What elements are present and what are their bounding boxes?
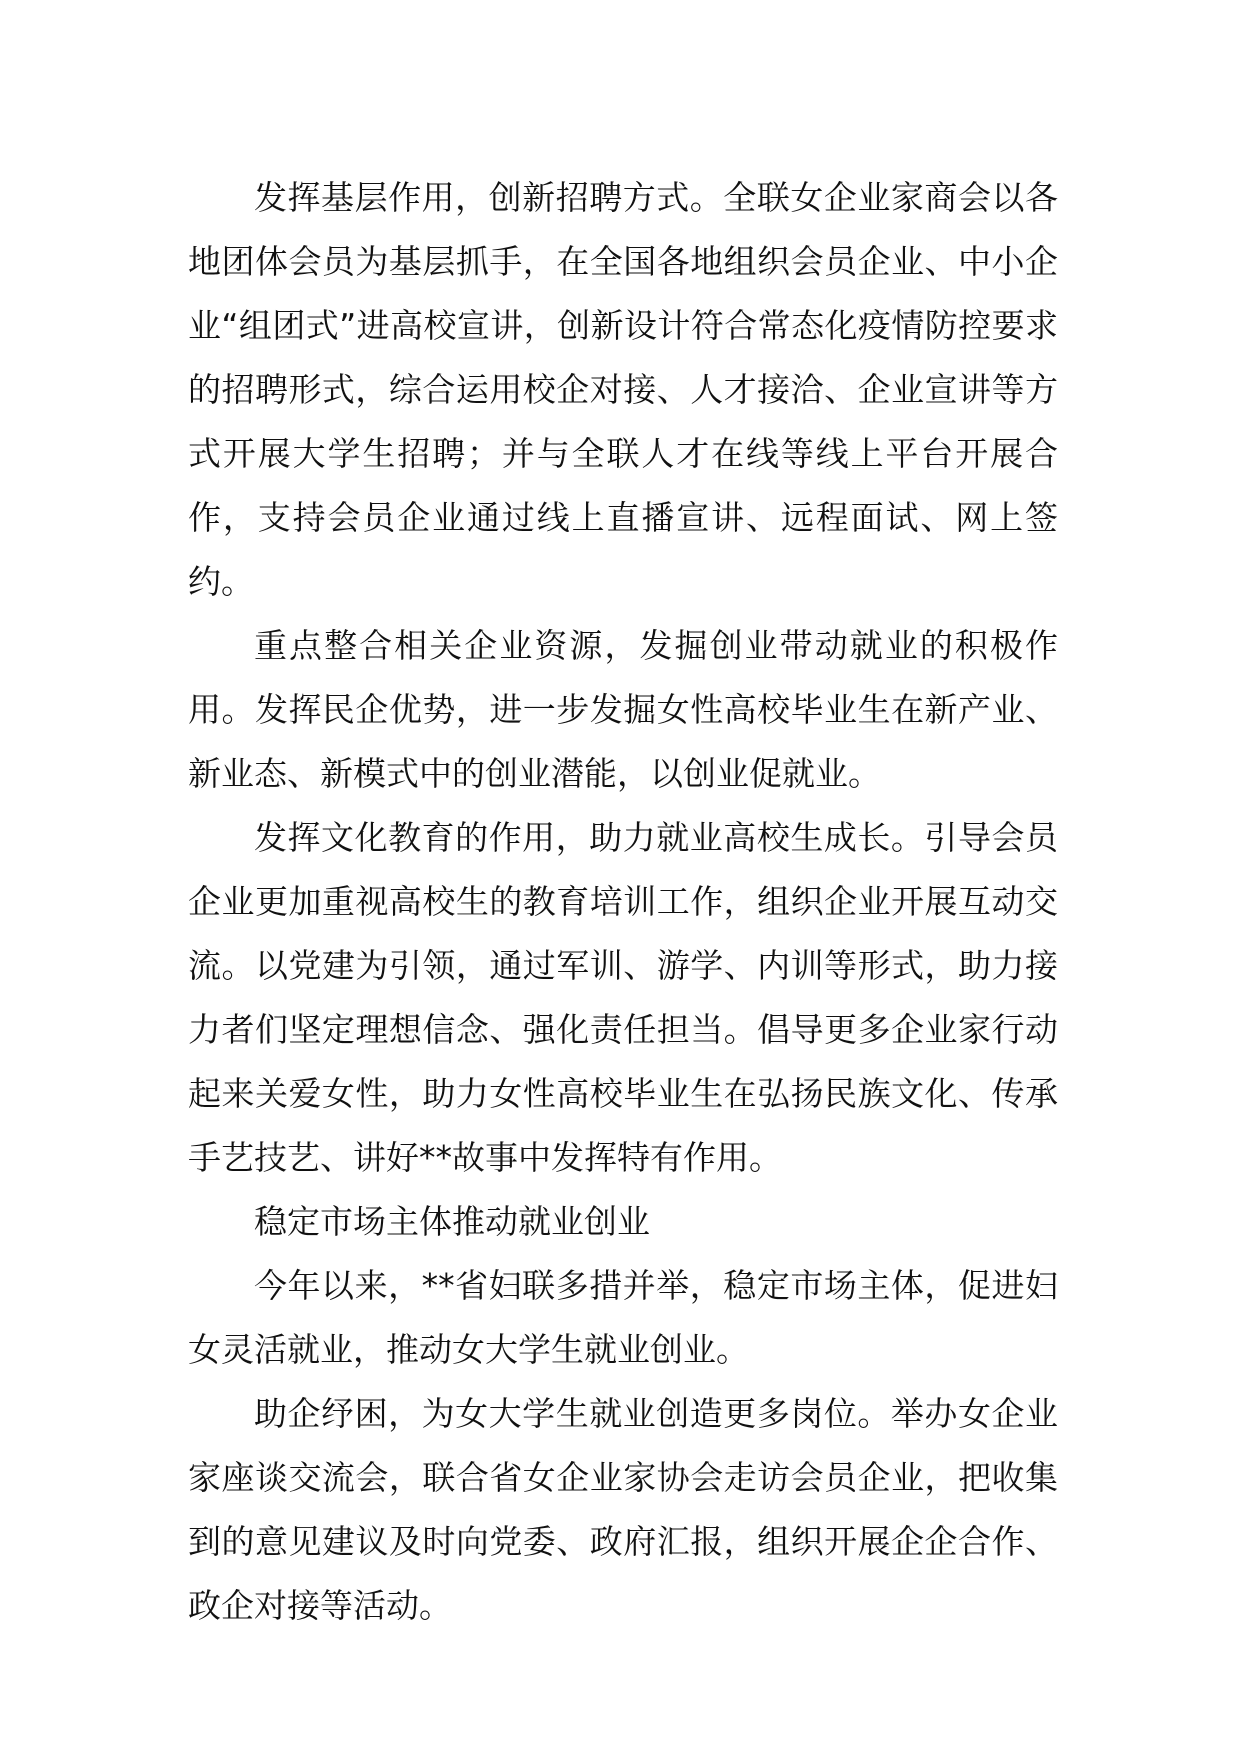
paragraph-culture-education: 发挥文化教育的作用，助力就业高校生成长。引导会员企业更加重视高校生的教育培训工作，组织企业开展互动交流。以党建为引领，通过军训、游学、内训等形式，助力接力者们坚定理想信念、强化责任担当。倡导更多企业家行动起来关爱女性，助力女性高校毕业生在弘扬民族文化、传承手艺技艺、讲好**故事中发挥特有作用。 [188,818,1058,1177]
document-body [188,166,1058,1638]
paragraph-relief-for-enterprises: 助企纾困，为女大学生就业创造更多岗位。举办女企业家座谈交流会，联合省女企业家协会走访会员企业，把收集到的意见建议及时向党委、政府汇报，组织开展企企合作、政企对接等活动。 [188,1394,1058,1625]
paragraph-entrepreneurship: 重点整合相关企业资源，发掘创业带动就业的积极作用。发挥民企优势，进一步发掘女性高校毕业生在新产业、新业态、新模式中的创业潜能，以创业促就业。 [188,626,1058,793]
paragraph-grassroots-recruitment: 发挥基层作用，创新招聘方式。全联女企业家商会以各地团体会员为基层抓手，在全国各地组织会员企业、中小企业“组团式”进高校宣讲，创新设计符合常态化疫情防控要求的招聘形式，综合运用校企对接、人才接洽、企业宣讲等方式开展大学生招聘；并与全联人才在线等线上平台开展合作，支持会员企业通过线上直播宣讲、远程面试、网上签约。 [188,178,1058,601]
section-heading-market-entities: 稳定市场主体推动就业创业 [254,1202,650,1241]
paragraph-provincial-federation: 今年以来，**省妇联多措并举，稳定市场主体，促进妇女灵活就业，推动女大学生就业创业。 [188,1266,1058,1369]
